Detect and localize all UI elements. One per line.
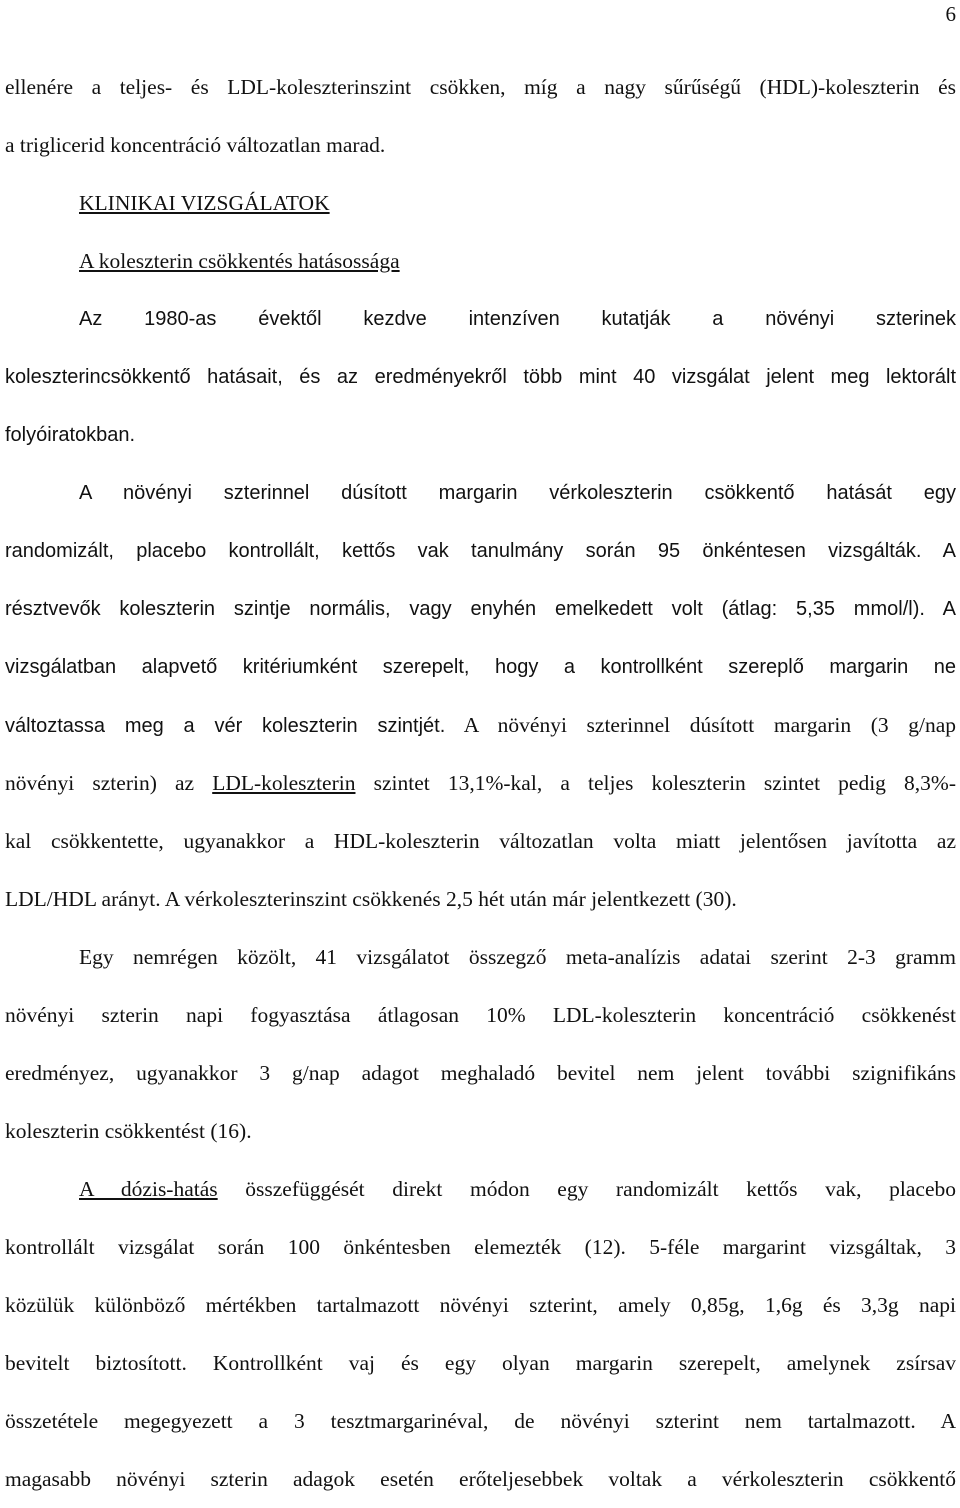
text-line: vizsgálatban alapvető kritériumként szerepelt, hogy a kontrollként szereplő margarin ne xyxy=(5,656,956,678)
text-line: ellenére a teljes- és LDL-koleszterinszint csökken, míg a nagy sűrűségű (HDL)-koleszterin és xyxy=(5,75,956,99)
dose-effect-term: A dózis-hatás xyxy=(79,1177,218,1201)
text-line xyxy=(5,754,956,812)
document-body xyxy=(5,58,956,1508)
text-segment: A növényi szterinnel dúsított margarin (3 g/nap xyxy=(445,713,956,737)
text-line: kontrollált vizsgálat során 100 önkéntesben elemezték (12). 5-féle margarint vizsgáltak, 3 xyxy=(5,1235,956,1259)
ldl-cholesterol-term: LDL-koleszterin xyxy=(212,771,356,795)
text-segment: összefüggését direkt módon egy randomizált kettős vak, placebo xyxy=(217,1177,956,1201)
section-heading-text: KLINIKAI VIZSGÁLATOK xyxy=(79,191,330,215)
text-line: A növényi szterinnel dúsított margarin vérkoleszterin csökkentő hatását egy xyxy=(79,482,956,504)
subsection-heading xyxy=(5,232,956,290)
text-line: koleszterincsökkentő hatásait, és az eredményekről több mint 40 vizsgálat jelent meg lektorált xyxy=(5,366,956,388)
section-heading xyxy=(5,174,956,232)
text-line: Az 1980-as évektől kezdve intenzíven kutatják a növényi szterinek xyxy=(79,308,956,330)
page-number: 6 xyxy=(945,2,956,26)
text-line: folyóiratokban. xyxy=(5,424,136,446)
text-line: közülük különböző mértékben tartalmazott növényi szterint, amely 0,85g, 1,6g és 3,3g napi xyxy=(5,1293,956,1317)
text-line: randomizált, placebo kontrollált, kettős vak tanulmány során 95 önkéntesen vizsgálták. A xyxy=(5,540,956,562)
text-line: koleszterin csökkentést (16). xyxy=(5,1119,252,1143)
text-line: LDL/HDL arányt. A vérkoleszterinszint csökkenés 2,5 hét után már jelentkezett (30). xyxy=(5,887,737,911)
text-segment: szintet 13,1%-kal, a teljes koleszterin szintet pedig 8,3%- xyxy=(355,771,957,795)
text-line: a triglicerid koncentráció változatlan marad. xyxy=(5,133,386,157)
text-line: kal csökkentette, ugyanakkor a HDL-koleszterin változatlan volta miatt jelentősen javította az xyxy=(5,829,956,853)
text-line: összetétele megegyezett a 3 tesztmargarinéval, de növényi szterint nem tartalmazott. A xyxy=(5,1409,956,1433)
text-line xyxy=(5,696,956,754)
text-line: résztvevők koleszterin szintje normális, vagy enyhén emelkedett volt (átlag: 5,35 mmol/l). A xyxy=(5,598,956,620)
text-line: bevitelt biztosított. Kontrollként vaj és egy olyan margarin szerepelt, amelynek zsírsav xyxy=(5,1351,956,1375)
text-line: növényi szterin napi fogyasztása átlagosan 10% LDL-koleszterin koncentráció csökkenést xyxy=(5,1003,956,1027)
text-segment: változtassa meg a vér koleszterin szintjét. xyxy=(5,715,446,737)
subsection-heading-text: A koleszterin csökkentés hatásossága xyxy=(79,249,400,273)
text-line: eredményez, ugyanakkor 3 g/nap adagot meghaladó bevitel nem jelent további szignifikáns xyxy=(5,1061,956,1085)
text-line: magasabb növényi szterin adagok esetén erőteljesebbek voltak a vérkoleszterin csökkentő xyxy=(5,1467,956,1491)
text-segment: növényi szterin) az xyxy=(5,771,213,795)
text-line xyxy=(5,1160,956,1218)
text-line: Egy nemrégen közölt, 41 vizsgálatot összegző meta-analízis adatai szerint 2-3 gramm xyxy=(79,945,956,969)
